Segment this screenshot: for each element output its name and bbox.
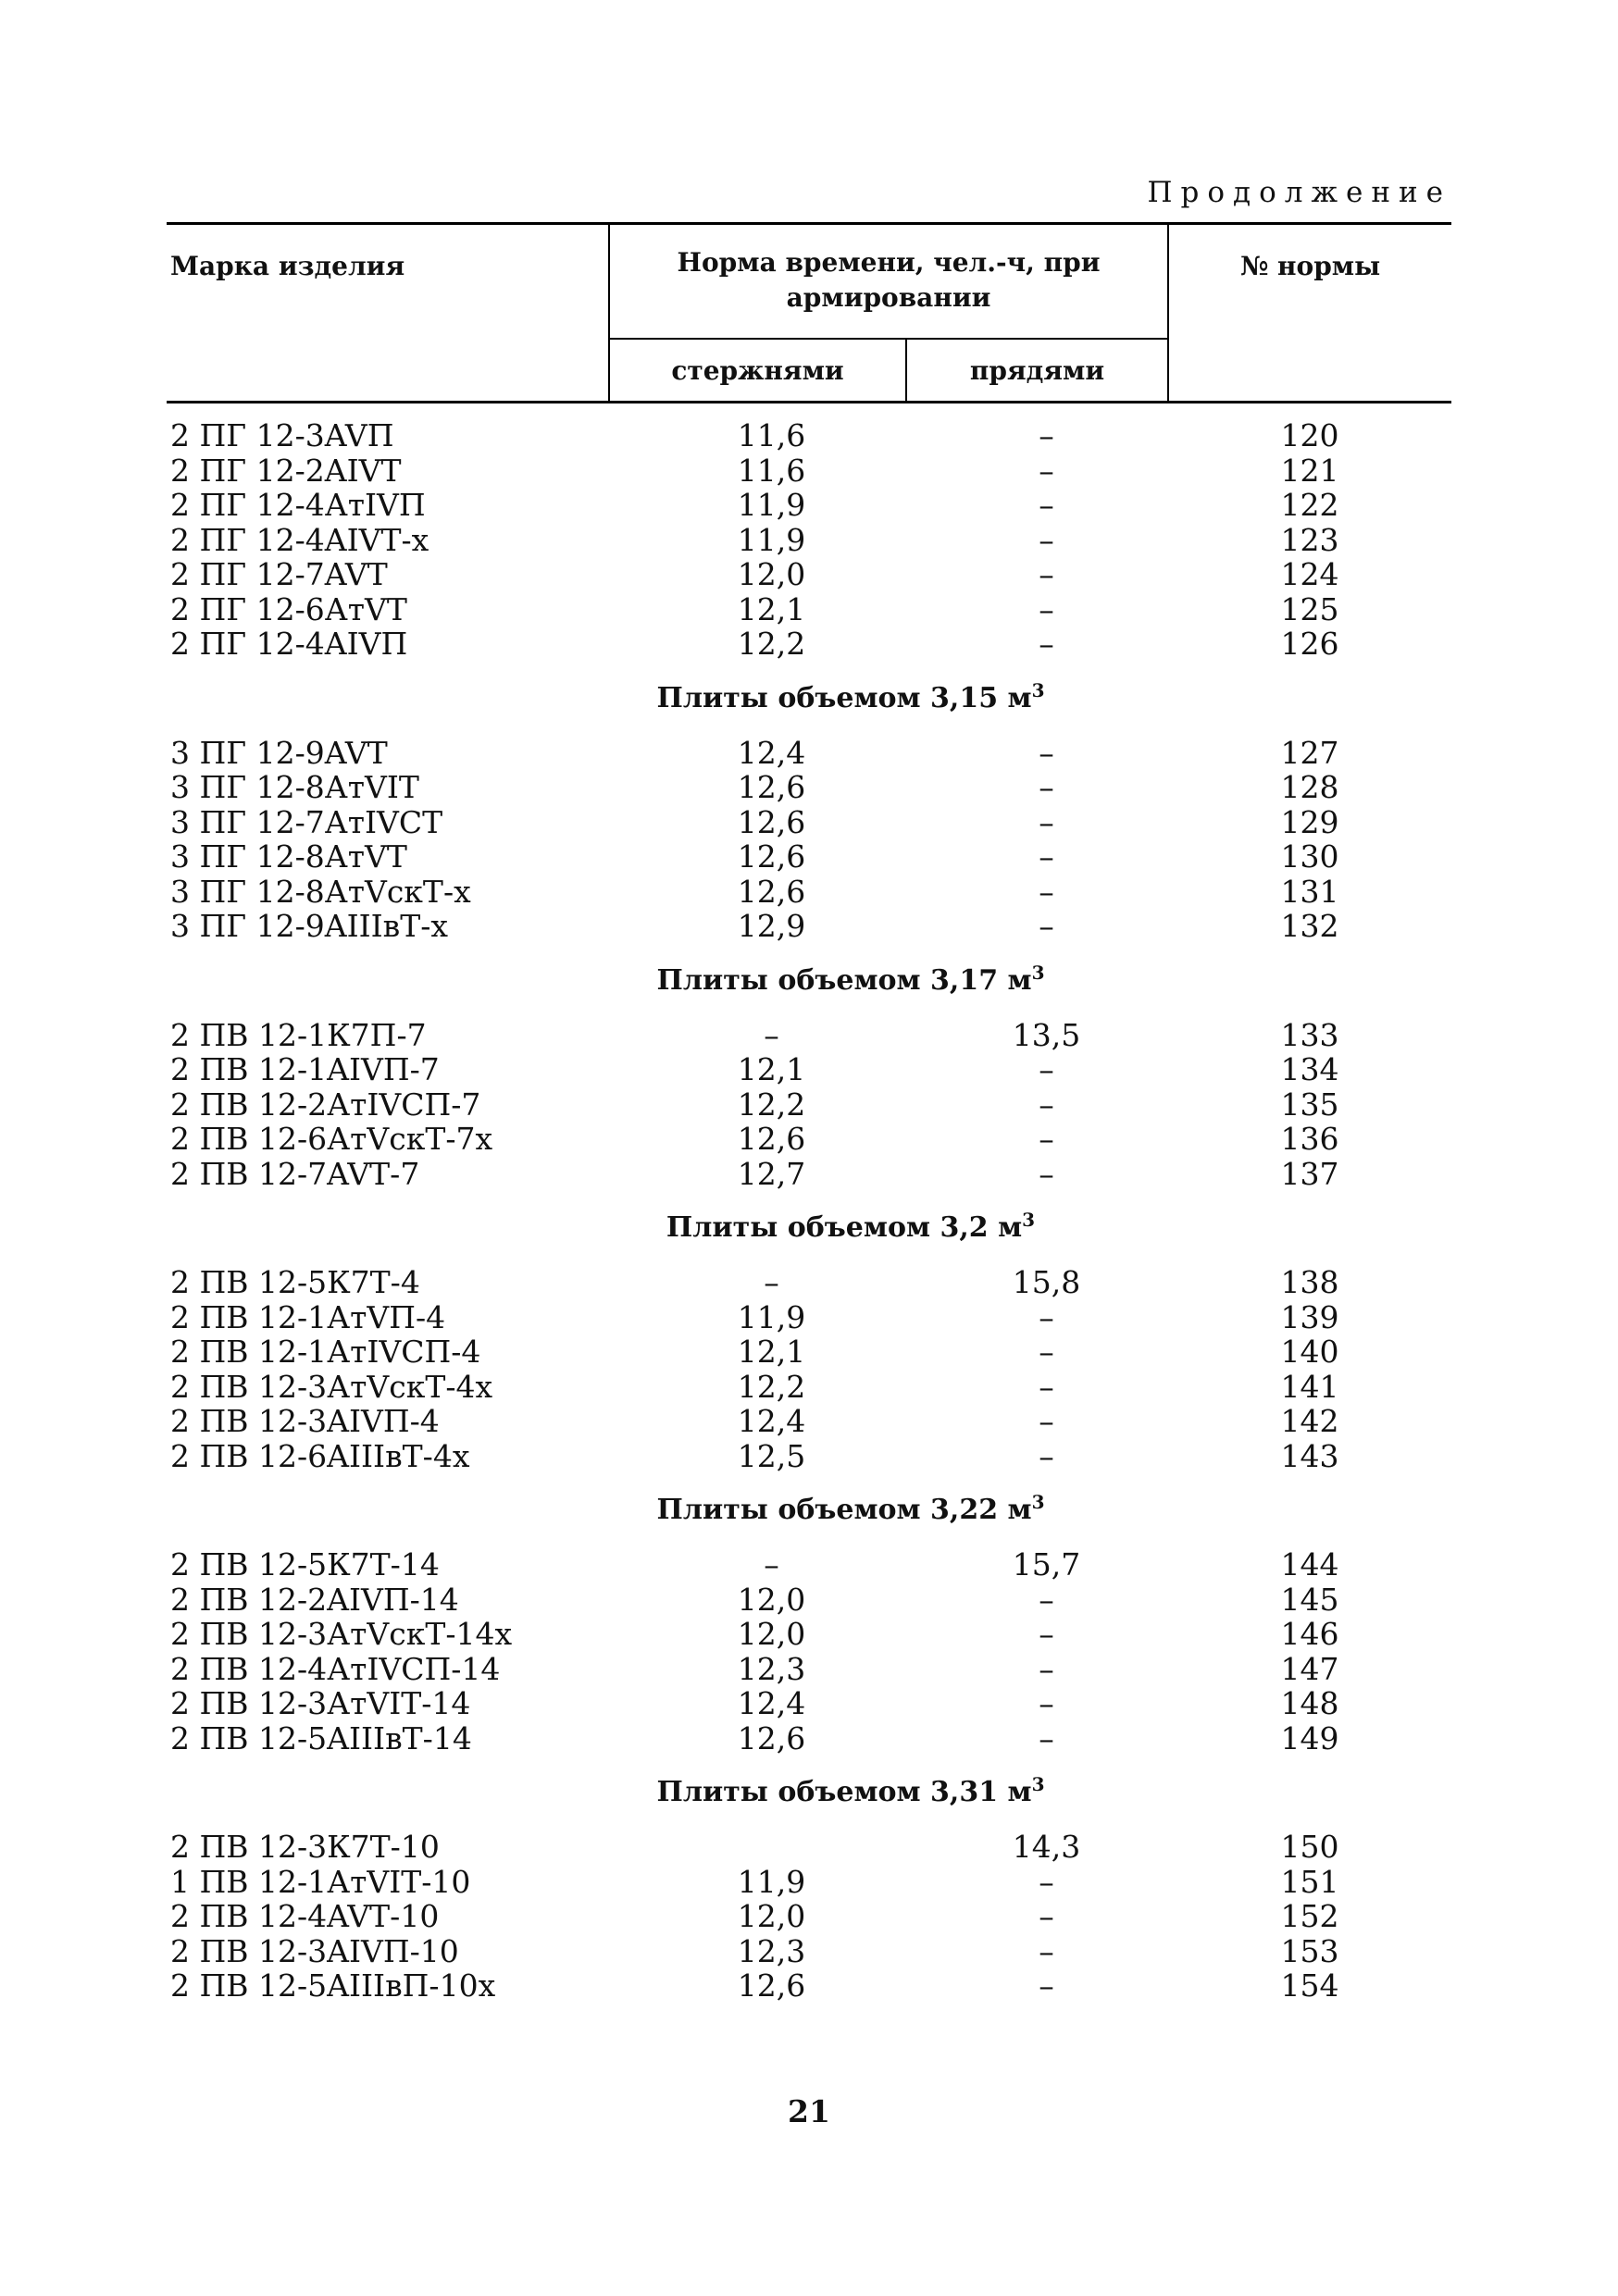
- table-row: [167, 1899, 1451, 1934]
- cell-norm-number: 141: [1280, 1368, 1339, 1405]
- cell-norm-number: 150: [1280, 1829, 1339, 1865]
- table-row: [167, 805, 1451, 840]
- cell-strands: –: [1039, 1368, 1054, 1405]
- cell-mark: 3 ПГ 12-7АтIVСТ: [170, 803, 443, 840]
- cell-strands: –: [1039, 1863, 1054, 1900]
- norms-table: [167, 222, 1451, 2004]
- cell-rods: –: [764, 1264, 779, 1300]
- cell-rods: –: [764, 1016, 779, 1053]
- cell-mark: 3 ПГ 12-8АтVIТ: [170, 769, 419, 805]
- cell-mark: 2 ПВ 12-5К7Т-4: [170, 1264, 420, 1300]
- cell-mark: 2 ПВ 12-5AIIIвТ-14: [170, 1719, 472, 1756]
- section-title: Плиты объемом 3,15 м: [656, 681, 1032, 714]
- section-title: Плиты объемом 3,17 м: [656, 963, 1032, 997]
- section-heading-row: [167, 662, 1451, 736]
- table-row: [167, 1830, 1451, 1865]
- table-row: [167, 557, 1451, 592]
- section-heading-row: [167, 1191, 1451, 1265]
- section-heading: [167, 1191, 1451, 1265]
- cell-strands: –: [1039, 1334, 1054, 1370]
- cell-rods: 11,9: [737, 521, 806, 558]
- cell-mark: 2 ПГ 12-4AIVП: [170, 626, 408, 662]
- cell-mark: 2 ПВ 12-1К7П-7: [170, 1016, 427, 1053]
- cell-strands: –: [1039, 1086, 1054, 1123]
- table-row: [167, 839, 1451, 875]
- cell-norm-number: 132: [1280, 908, 1339, 944]
- section-title: Плиты объемом 3,31 м: [656, 1776, 1032, 1808]
- cell-strands: –: [1039, 1051, 1054, 1087]
- section-heading: [167, 1756, 1451, 1830]
- cell-mark: 2 ПВ 12-3AIVП-10: [170, 1932, 459, 1969]
- table-row: [167, 627, 1451, 662]
- cell-norm-number: 149: [1280, 1719, 1339, 1756]
- cell-rods: 12,3: [737, 1932, 806, 1969]
- cell-rods: 12,6: [737, 1121, 806, 1157]
- cell-norm-number: 147: [1280, 1650, 1339, 1687]
- unit-exponent: 3: [1031, 1773, 1045, 1795]
- cell-strands: –: [1039, 1616, 1054, 1652]
- cell-norm-number: 136: [1280, 1121, 1339, 1157]
- table-row: [167, 453, 1451, 489]
- section-heading: [167, 944, 1451, 1018]
- table-row: [167, 1370, 1451, 1405]
- cell-rods: 11,9: [737, 1863, 806, 1900]
- cell-rods: 12,4: [737, 1685, 806, 1721]
- cell-rods: 12,2: [737, 1368, 806, 1405]
- cell-rods: 12,6: [737, 1967, 806, 2004]
- table-row: [167, 1721, 1451, 1756]
- cell-rods: 12,0: [737, 1581, 806, 1618]
- cell-strands: –: [1039, 1967, 1054, 2004]
- cell-strands: –: [1039, 1403, 1054, 1439]
- table-row: [167, 1934, 1451, 1969]
- cell-mark: 2 ПГ 12-4АтIVП: [170, 487, 426, 523]
- cell-norm-number: 152: [1280, 1898, 1339, 1934]
- cell-norm-number: 140: [1280, 1334, 1339, 1370]
- cell-norm-number: 123: [1280, 521, 1339, 558]
- header-time-norm: Норма времени, чел.-ч, при армировании: [609, 224, 1168, 340]
- table-row: [167, 1087, 1451, 1123]
- cell-mark: 2 ПВ 12-7AVТ-7: [170, 1155, 420, 1192]
- table-row: [167, 770, 1451, 805]
- cell-rods: 12,2: [737, 1086, 806, 1123]
- cell-mark: 3 ПГ 12-9AIIIвТ-х: [170, 908, 449, 944]
- cell-strands: –: [1039, 452, 1054, 489]
- cell-strands: –: [1039, 590, 1054, 627]
- cell-mark: 2 ПВ 12-3АтVскТ-4х: [170, 1368, 493, 1405]
- cell-mark: 2 ПВ 12-2АтIVСП-7: [170, 1086, 481, 1123]
- cell-mark: 2 ПВ 12-1АтVП-4: [170, 1298, 446, 1335]
- section-heading-row: [167, 1473, 1451, 1547]
- cell-rods: –: [764, 1546, 779, 1582]
- cell-strands: 14,3: [1012, 1829, 1081, 1865]
- table-row: [167, 1582, 1451, 1618]
- cell-rods: 12,7: [737, 1155, 806, 1192]
- cell-rods: 12,6: [737, 769, 806, 805]
- cell-rods: 12,6: [737, 838, 806, 875]
- cell-strands: –: [1039, 521, 1054, 558]
- cell-strands: –: [1039, 1298, 1054, 1335]
- cell-rods: 12,3: [737, 1650, 806, 1687]
- cell-norm-number: 154: [1280, 1967, 1339, 2004]
- cell-rods: 12,9: [737, 908, 806, 944]
- cell-mark: 3 ПГ 12-8АтVТ: [170, 838, 407, 875]
- cell-rods: 12,6: [737, 803, 806, 840]
- cell-mark: 3 ПГ 12-8АтVскТ-х: [170, 873, 471, 910]
- cell-rods: 12,5: [737, 1437, 806, 1474]
- table-row: [167, 1404, 1451, 1439]
- cell-strands: –: [1039, 556, 1054, 592]
- cell-norm-number: 127: [1280, 734, 1339, 771]
- section-heading: [167, 662, 1451, 736]
- table-row: [167, 1652, 1451, 1687]
- header-rods: стержнями: [609, 339, 906, 403]
- table-row: [167, 875, 1451, 910]
- cell-norm-number: 137: [1280, 1155, 1339, 1192]
- table-row: [167, 1334, 1451, 1370]
- cell-mark: 2 ПГ 12-4AIVТ-х: [170, 521, 429, 558]
- unit-exponent: 3: [1031, 678, 1045, 701]
- cell-mark: 2 ПВ 12-4АтIVСП-14: [170, 1650, 501, 1687]
- cell-mark: 2 ПВ 12-3К7Т-10: [170, 1829, 440, 1865]
- cell-rods: 12,1: [737, 1051, 806, 1087]
- continuation-label: Продолжение: [1147, 176, 1451, 209]
- cell-strands: –: [1039, 803, 1054, 840]
- table-row: [167, 1686, 1451, 1721]
- table-header: [167, 224, 1451, 403]
- cell-rods: 12,6: [737, 1719, 806, 1756]
- cell-rods: 12,1: [737, 1334, 806, 1370]
- cell-strands: –: [1039, 487, 1054, 523]
- cell-norm-number: 122: [1280, 487, 1339, 523]
- cell-mark: 2 ПВ 12-6АтVскТ-7х: [170, 1121, 493, 1157]
- cell-strands: –: [1039, 1581, 1054, 1618]
- cell-rods: 12,6: [737, 873, 806, 910]
- cell-strands: 15,8: [1012, 1264, 1081, 1300]
- table-body: [167, 403, 1451, 2004]
- cell-mark: 2 ПГ 12-3AVП: [170, 417, 394, 453]
- cell-norm-number: 151: [1280, 1863, 1339, 1900]
- table-row: [167, 1157, 1451, 1192]
- cell-mark: 3 ПГ 12-9AVТ: [170, 734, 388, 771]
- cell-strands: –: [1039, 1155, 1054, 1192]
- table-row: [167, 1439, 1451, 1474]
- cell-norm-number: 124: [1280, 556, 1339, 592]
- table-row: [167, 1122, 1451, 1157]
- table-row: [167, 736, 1451, 771]
- cell-rods: 12,4: [737, 1403, 806, 1439]
- cell-norm-number: 143: [1280, 1437, 1339, 1474]
- section-title: Плиты объемом 3,2 м: [666, 1211, 1023, 1244]
- header-norm-number: № нормы: [1168, 224, 1451, 403]
- cell-strands: –: [1039, 734, 1054, 771]
- cell-rods: 12,0: [737, 1898, 806, 1934]
- cell-rods: 12,0: [737, 1616, 806, 1652]
- cell-strands: 15,7: [1012, 1546, 1081, 1582]
- cell-norm-number: 135: [1280, 1086, 1339, 1123]
- cell-rods: 12,1: [737, 590, 806, 627]
- cell-strands: –: [1039, 1650, 1054, 1687]
- cell-norm-number: 153: [1280, 1932, 1339, 1969]
- cell-rods: 11,9: [737, 487, 806, 523]
- cell-norm-number: 148: [1280, 1685, 1339, 1721]
- cell-mark: 2 ПВ 12-4AVТ-10: [170, 1898, 440, 1934]
- cell-strands: 13,5: [1012, 1016, 1081, 1053]
- table-row: [167, 1865, 1451, 1900]
- table-row: [167, 1617, 1451, 1652]
- cell-strands: –: [1039, 873, 1054, 910]
- cell-mark: 2 ПВ 12-3АтVIТ-14: [170, 1685, 471, 1721]
- unit-exponent: 3: [1031, 1491, 1045, 1513]
- cell-mark: 2 ПВ 12-3AIVП-4: [170, 1403, 440, 1439]
- cell-mark: 2 ПГ 12-7AVТ: [170, 556, 388, 592]
- cell-mark: 2 ПВ 12-5AIIIвП-10х: [170, 1967, 496, 2004]
- table-row: [167, 1300, 1451, 1335]
- table-row: [167, 1968, 1451, 2004]
- cell-mark: 2 ПВ 12-5К7Т-14: [170, 1546, 440, 1582]
- table-row: [167, 1265, 1451, 1300]
- table-row: [167, 488, 1451, 523]
- cell-norm-number: 126: [1280, 626, 1339, 662]
- cell-mark: 2 ПГ 12-2AIVТ: [170, 452, 402, 489]
- cell-norm-number: 142: [1280, 1403, 1339, 1439]
- cell-rods: 12,0: [737, 556, 806, 592]
- cell-mark: 2 ПВ 12-1AIVП-7: [170, 1051, 440, 1087]
- cell-norm-number: 138: [1280, 1264, 1339, 1300]
- cell-rods: [609, 1830, 906, 1865]
- cell-strands: –: [1039, 908, 1054, 944]
- cell-norm-number: 139: [1280, 1298, 1339, 1335]
- section-title: Плиты объемом 3,22 м: [656, 1494, 1032, 1526]
- cell-strands: –: [1039, 1437, 1054, 1474]
- cell-norm-number: 125: [1280, 590, 1339, 627]
- cell-strands: –: [1039, 769, 1054, 805]
- cell-norm-number: 121: [1280, 452, 1339, 489]
- cell-norm-number: 133: [1280, 1016, 1339, 1053]
- cell-strands: –: [1039, 626, 1054, 662]
- table-row: [167, 592, 1451, 627]
- cell-mark: 2 ПВ 12-1АтIVСП-4: [170, 1334, 481, 1370]
- unit-exponent: 3: [1022, 1209, 1036, 1231]
- cell-norm-number: 146: [1280, 1616, 1339, 1652]
- cell-norm-number: 144: [1280, 1546, 1339, 1582]
- cell-norm-number: 134: [1280, 1051, 1339, 1087]
- cell-rods: 11,6: [737, 452, 806, 489]
- cell-strands: –: [1039, 838, 1054, 875]
- cell-mark: 2 ПВ 12-2AIVП-14: [170, 1581, 459, 1618]
- cell-strands: –: [1039, 1719, 1054, 1756]
- cell-strands: –: [1039, 1685, 1054, 1721]
- table-row: [167, 1018, 1451, 1053]
- cell-norm-number: 145: [1280, 1581, 1339, 1618]
- section-heading: [167, 1473, 1451, 1547]
- cell-strands: –: [1039, 1121, 1054, 1157]
- cell-mark: 2 ПВ 12-6AIIIвТ-4х: [170, 1437, 470, 1474]
- cell-norm-number: 131: [1280, 873, 1339, 910]
- header-strands: прядями: [906, 339, 1168, 403]
- section-heading-row: [167, 1756, 1451, 1830]
- table-row: [167, 909, 1451, 944]
- table-row: [167, 1547, 1451, 1582]
- unit-exponent: 3: [1031, 961, 1045, 984]
- norms-table-container: [167, 222, 1451, 2004]
- page-number: 21: [788, 2093, 830, 2129]
- cell-rods: 11,6: [737, 417, 806, 453]
- table-row: [167, 1052, 1451, 1087]
- cell-rods: 12,2: [737, 626, 806, 662]
- table-row: [167, 523, 1451, 558]
- section-heading-row: [167, 944, 1451, 1018]
- cell-mark: 1 ПВ 12-1АтVIТ-10: [170, 1863, 471, 1900]
- cell-norm-number: 128: [1280, 769, 1339, 805]
- header-mark: Марка изделия: [167, 224, 609, 403]
- table-row: [167, 403, 1451, 453]
- cell-norm-number: 120: [1280, 417, 1339, 453]
- cell-strands: –: [1039, 1898, 1054, 1934]
- cell-rods: 12,4: [737, 734, 806, 771]
- cell-mark: 2 ПГ 12-6АтVТ: [170, 590, 407, 627]
- cell-norm-number: 130: [1280, 838, 1339, 875]
- cell-mark: 2 ПВ 12-3АтVскТ-14х: [170, 1616, 513, 1652]
- cell-rods: 11,9: [737, 1298, 806, 1335]
- cell-strands: –: [1039, 417, 1054, 453]
- cell-strands: –: [1039, 1932, 1054, 1969]
- cell-norm-number: 129: [1280, 803, 1339, 840]
